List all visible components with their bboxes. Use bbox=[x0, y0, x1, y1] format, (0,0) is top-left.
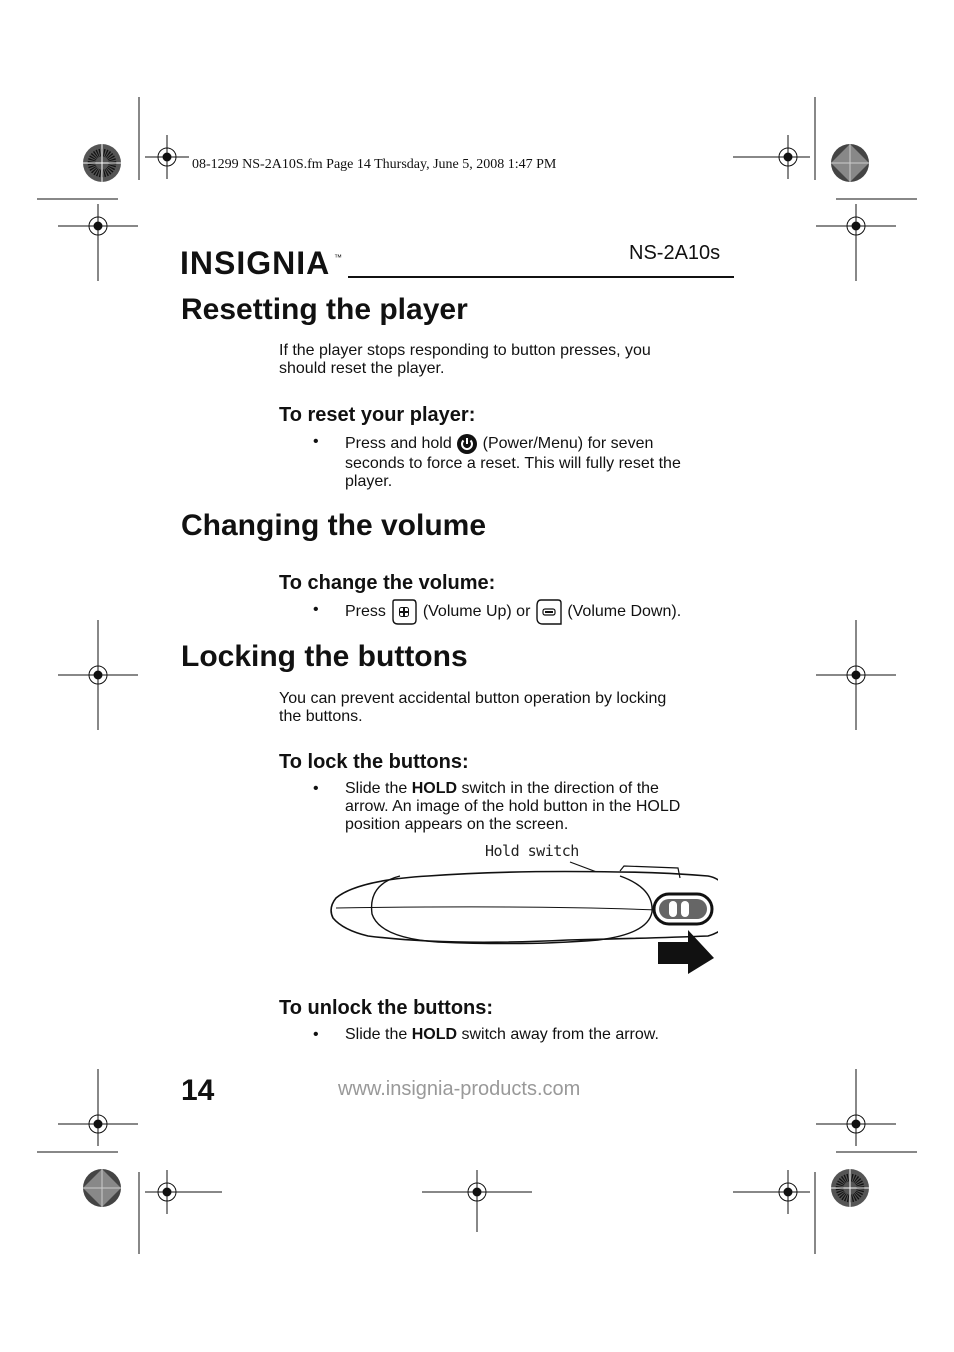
lock-step-line3: position appears on the screen. bbox=[345, 816, 569, 833]
bullet: • bbox=[313, 780, 319, 797]
hold-keyword: HOLD bbox=[411, 1026, 458, 1043]
power-icon bbox=[456, 433, 478, 455]
volume-step-text: (Volume Down). bbox=[567, 603, 682, 621]
lock-step-line2: arrow. An image of the hold button in the HOLD bbox=[345, 798, 681, 815]
figure-caption: Hold switch bbox=[485, 842, 579, 860]
volume-step bbox=[345, 598, 745, 626]
reset-step-text: Press and hold bbox=[345, 435, 452, 453]
bullet: • bbox=[313, 601, 319, 618]
volume-step-text: (Volume Up) or bbox=[422, 603, 531, 621]
model-number: NS-2A10s bbox=[629, 242, 721, 264]
reset-subheading: To reset your player: bbox=[279, 404, 476, 426]
unlock-subheading: To unlock the buttons: bbox=[279, 997, 494, 1019]
lock-step-text: Slide the bbox=[345, 780, 408, 797]
hold-keyword: HOLD bbox=[411, 780, 458, 797]
insignia-logo bbox=[180, 238, 346, 284]
trademark-symbol: ™ bbox=[334, 253, 342, 262]
reset-step-line3: player. bbox=[345, 473, 393, 490]
lock-intro bbox=[279, 690, 739, 726]
section-heading-volume: Changing the volume bbox=[181, 509, 487, 542]
volume-down-icon bbox=[535, 598, 563, 626]
volume-subheading: To change the volume: bbox=[279, 572, 496, 594]
lock-intro-line1: You can prevent accidental button operation by locking bbox=[279, 690, 667, 707]
page-number: 14 bbox=[181, 1074, 215, 1107]
volume-step-text: Press bbox=[345, 603, 386, 621]
volume-up-icon bbox=[390, 598, 418, 626]
unlock-step-text: switch away from the arrow. bbox=[461, 1026, 659, 1043]
header-rule bbox=[348, 276, 734, 278]
lock-step bbox=[345, 780, 737, 834]
reset-intro-line1: If the player stops responding to button presses, you bbox=[279, 342, 651, 359]
lock-subheading: To lock the buttons: bbox=[279, 751, 469, 773]
reset-step-text: (Power/Menu) for seven bbox=[482, 435, 654, 453]
unlock-step-text: Slide the bbox=[345, 1026, 408, 1043]
bullet: • bbox=[313, 433, 319, 450]
section-heading-reset: Resetting the player bbox=[181, 293, 468, 326]
player-device-illustration bbox=[328, 858, 718, 978]
logo-wordmark: INSIGNIA bbox=[180, 245, 331, 281]
unlock-step bbox=[345, 1026, 737, 1044]
website-url: www.insignia-products.com bbox=[338, 1078, 581, 1100]
lock-step-text: switch in the direction of the bbox=[461, 780, 659, 797]
bullet: • bbox=[313, 1026, 319, 1043]
lock-intro-line2: the buttons. bbox=[279, 708, 363, 725]
reset-step-line2: seconds to force a reset. This will fully reset the bbox=[345, 455, 681, 472]
reset-step bbox=[345, 433, 737, 491]
reset-intro-line2: should reset the player. bbox=[279, 360, 445, 377]
reset-intro bbox=[279, 342, 739, 378]
section-heading-lock: Locking the buttons bbox=[181, 640, 468, 673]
print-info: 08-1299 NS-2A10S.fm Page 14 Thursday, June 5, 2008 1:47 PM bbox=[192, 157, 557, 172]
